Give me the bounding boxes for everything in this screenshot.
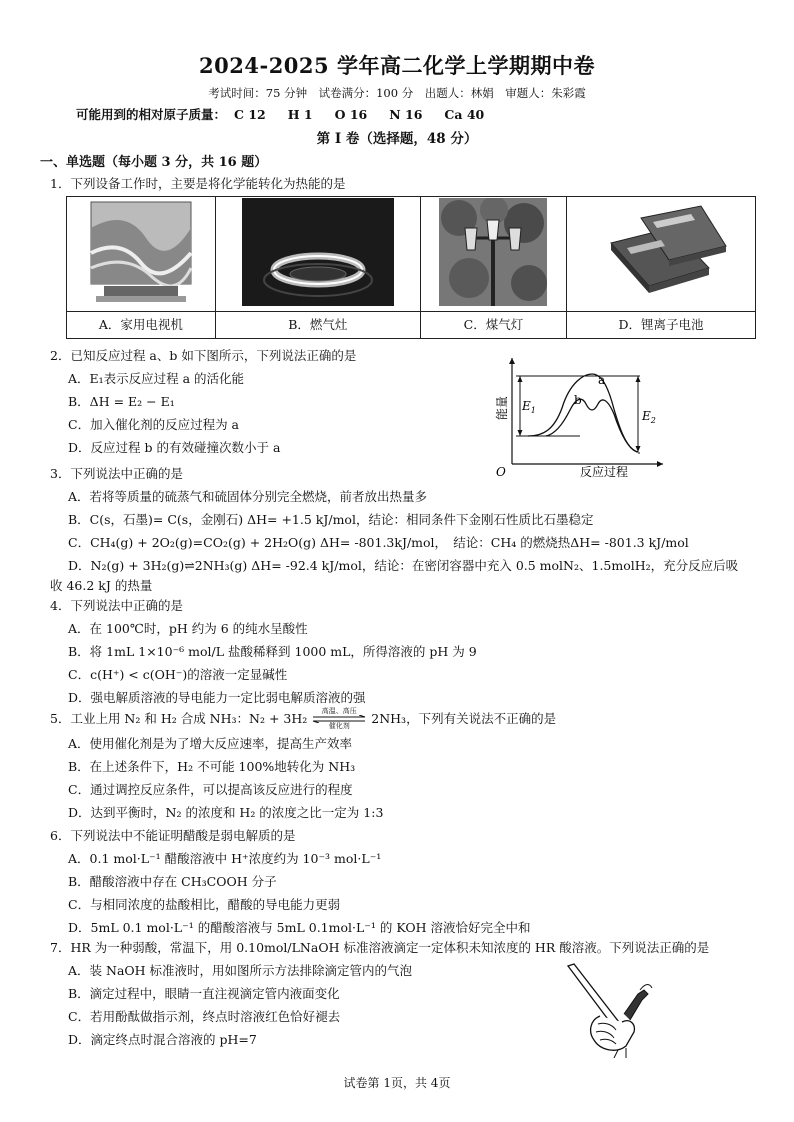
q6-option-c[interactable]: C．与相同浓度的盐酸相比，醋酸的导电能力更弱 — [68, 896, 341, 912]
q4-option-d[interactable]: D．强电解质溶液的导电能力一定比弱电解质溶液的强 — [68, 689, 366, 705]
q5-reaction-arrow — [311, 708, 367, 730]
q6-option-b[interactable]: B．醋酸溶液中存在 CH₃COOH 分子 — [68, 873, 277, 889]
question-4 — [50, 598, 750, 706]
q1-stem-text: 1．下列设备工作时，主要是将化学能转化为热能的是 — [50, 176, 346, 191]
q5-stem-b: 2NH₃，下列有关说法不正确的是 — [371, 710, 557, 726]
q7-option-c[interactable]: C．若用酚酞做指示剂，终点时溶液红色恰好褪去 — [68, 1008, 341, 1024]
page-footer: 试卷第 1页，共 4页 — [343, 1076, 451, 1090]
q2-xlabel: 反应过程 — [580, 465, 629, 479]
question-3 — [50, 466, 750, 595]
q6-stem: 6．下列说法中不能证明醋酸是弱电解质的是 — [50, 828, 296, 843]
q2-curve-b: b — [574, 393, 582, 407]
q4-option-b[interactable]: B．将 1mL 1×10⁻⁶ mol/L 盐酸稀释到 1000 mL，所得溶液的 pH 为 9 — [68, 643, 477, 659]
q5-option-b[interactable]: B．在上述条件下，H₂ 不可能 100%地转化为 NH₃ — [68, 758, 356, 774]
q3-option-b[interactable]: B．C(s，石墨)= C(s，金刚石) ΔH= +1.5 kJ/mol，结论：相同条件下金刚石性质比石墨稳定 — [68, 511, 594, 527]
q3-option-c[interactable]: C．CH₄(g) + 2O₂(g)=CO₂(g) + 2H₂O(g) ΔH= -801.3kJ/mol， 结论：CH₄ 的燃烧热ΔH= -801.3 kJ/mol — [68, 534, 689, 550]
atomic-masses-label: 可能用到的相对原子质量： — [76, 107, 227, 122]
q4-option-c[interactable]: C．c(H⁺) < c(OH⁻)的溶液一定显碱性 — [68, 666, 288, 682]
atom-o: O 16 — [334, 107, 368, 122]
street-lamp-icon — [439, 198, 547, 306]
q5-stem-a: 5．工业上用 N₂ 和 H₂ 合成 NH₃：N₂ + 3H₂ — [50, 710, 308, 726]
q1-option-c[interactable]: C．煤气灯 — [420, 312, 566, 339]
q5-option-c[interactable]: C．通过调控反应条件，可以提高该反应进行的程度 — [68, 781, 353, 797]
q2-ylabel: 能量 — [495, 395, 509, 420]
gas-flame-icon — [242, 198, 394, 306]
atom-n: N 16 — [389, 107, 423, 122]
q2-energy-diagram — [488, 352, 668, 482]
atom-ca: Ca 40 — [444, 107, 485, 122]
atomic-masses — [76, 107, 506, 124]
atom-c: C 12 — [234, 107, 266, 122]
q3-option-a[interactable]: A．若将等质量的硫蒸气和硫固体分别完全燃烧，前者放出热量多 — [68, 488, 428, 504]
q2-origin: O — [496, 465, 506, 479]
q2-option-a[interactable]: A．E₁表示反应过程 a 的活化能 — [68, 370, 245, 386]
q3-option-d[interactable]: D．N₂(g) + 3H₂(g)⇌2NH₃(g) ΔH= -92.4 kJ/mol，结论：在密闭容器中充入 0.5 molN₂、1.5molH₂，充分反应后吸 — [68, 557, 739, 573]
burette-hand-icon — [560, 960, 660, 1058]
q7-option-b[interactable]: B．滴定过程中，眼睛一直注视滴定管内液面变化 — [68, 985, 340, 1001]
question-2 — [50, 348, 480, 456]
section-title: 一、单选题（每小题 3 分，共 16 题） — [40, 155, 268, 170]
q2-curve-a: a — [598, 373, 606, 387]
tv-icon — [86, 198, 196, 306]
q2-option-c[interactable]: C．加入催化剂的反应过程为 a — [68, 416, 239, 432]
q6-option-d[interactable]: D．5mL 0.1 mol·L⁻¹ 的醋酸溶液与 5mL 0.1mol·L⁻¹ 的 KOH 溶液恰好完全中和 — [68, 919, 531, 935]
tv-image — [67, 197, 216, 312]
q2-stem: 2．已知反应过程 a、b 如下图所示，下列说法正确的是 — [50, 348, 357, 363]
q1-option-a[interactable]: A．家用电视机 — [67, 312, 216, 339]
q1-option-b[interactable]: B．燃气灶 — [215, 312, 420, 339]
q2-option-d[interactable]: D．反应过程 b 的有效碰撞次数小于 a — [68, 439, 281, 455]
question-6 — [50, 828, 750, 936]
q5-stem — [50, 708, 750, 730]
q7-stem: 7．HR 为一种弱酸，常温下，用 0.10mol/LNaOH 标准溶液滴定一定体积未知浓度的 HR 酸溶液。下列说法正确的是 — [50, 940, 710, 955]
gas-lamp-image — [420, 197, 566, 312]
q5-cond-bottom: 催化剂 — [328, 722, 350, 730]
q4-option-a[interactable]: A．在 100℃时，pH 约为 6 的纯水呈酸性 — [68, 620, 308, 636]
q7-option-d[interactable]: D．滴定终点时混合溶液的 pH=7 — [68, 1031, 257, 1047]
question-1-stem — [50, 176, 750, 193]
lithium-battery-image — [566, 197, 755, 312]
battery-icon — [591, 198, 731, 306]
q6-option-a[interactable]: A．0.1 mol·L⁻¹ 醋酸溶液中 H⁺浓度约为 10⁻³ mol·L⁻¹ — [68, 850, 382, 866]
q5-option-a[interactable]: A．使用催化剂是为了增大反应速率，提高生产效率 — [68, 736, 353, 751]
q2-e1: $E_1$ — [522, 399, 536, 415]
q2-option-b[interactable]: B．ΔH = E₂ − E₁ — [68, 393, 175, 409]
q5-cond-top: 高温、高压 — [321, 707, 357, 715]
q3-stem: 3．下列说法中正确的是 — [50, 466, 183, 481]
atom-h: H 1 — [287, 107, 313, 122]
q3-option-d-cont: 收 46.2 kJ 的热量 — [50, 578, 153, 594]
gas-stove-image — [215, 197, 420, 312]
question-5 — [50, 708, 750, 822]
q4-stem: 4．下列说法中正确的是 — [50, 598, 183, 613]
q1-option-d[interactable]: D．锂离子电池 — [566, 312, 755, 339]
q5-option-d[interactable]: D．达到平衡时，N₂ 的浓度和 H₂ 的浓度之比一定为 1:3 — [68, 804, 384, 820]
part-title: 第 I 卷（选择题，48 分） — [316, 131, 478, 147]
exam-info: 考试时间：75 分钟 试卷满分：100 分 出题人：林娟 审题人：朱彩霞 — [208, 86, 586, 100]
q1-image-table — [66, 196, 756, 339]
exam-title: 2024-2025 学年高二化学上学期期中卷 — [199, 53, 595, 78]
q7-option-a[interactable]: A．装 NaOH 标准液时，用如图所示方法排除滴定管内的气泡 — [68, 962, 413, 978]
q2-e2: $E_2$ — [642, 409, 656, 425]
